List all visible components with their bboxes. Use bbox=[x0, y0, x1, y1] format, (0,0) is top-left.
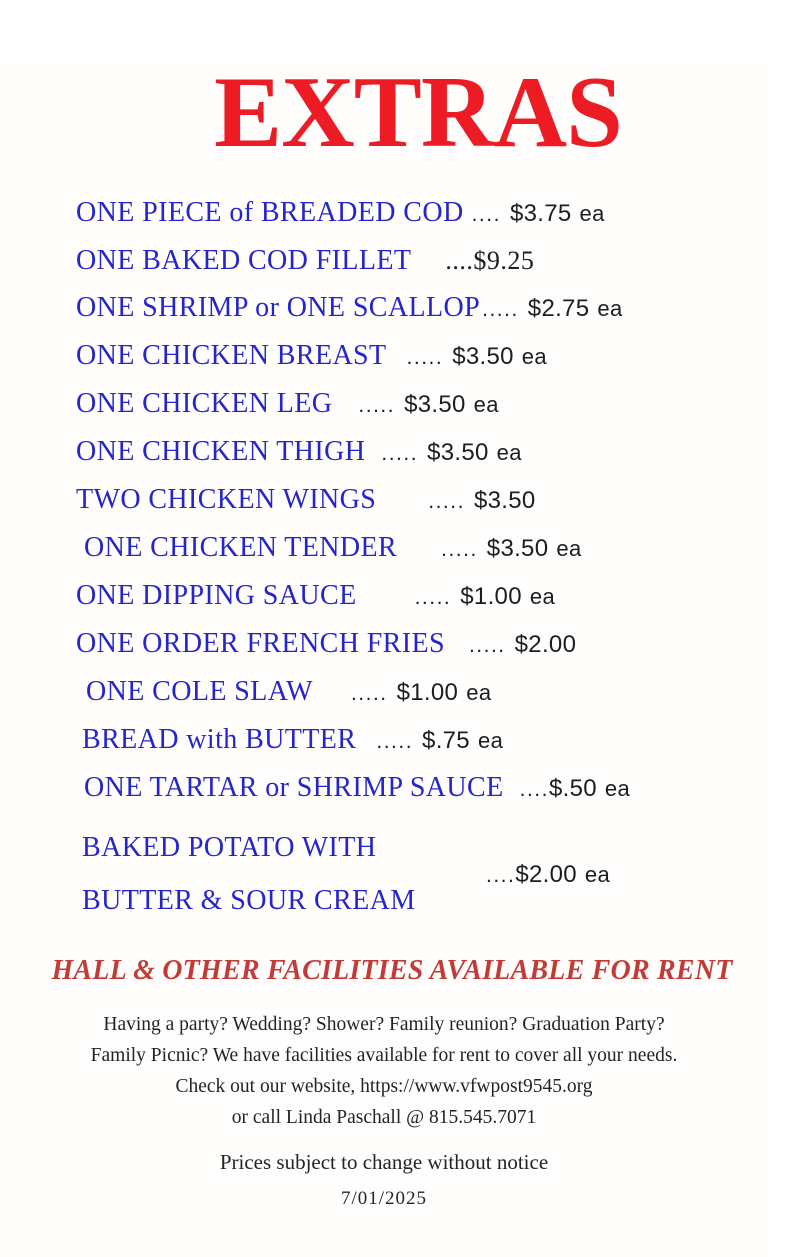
item-price: $9.25 bbox=[473, 246, 535, 275]
item-name: BREAD with BUTTER bbox=[82, 724, 357, 755]
menu-item bbox=[86, 677, 768, 709]
price-unit: ea bbox=[556, 536, 582, 561]
item-name-block bbox=[82, 821, 486, 927]
rent-info-line: Family Picnic? We have facilities available for rent to cover all your needs. bbox=[90, 1045, 678, 1066]
item-name: TWO CHICKEN WINGS bbox=[76, 484, 377, 515]
price-unit: ea bbox=[496, 440, 522, 465]
price-leader-dots: ..... bbox=[468, 634, 506, 657]
rent-info-line-phone: or call Linda Paschall @ 815.545.7071 bbox=[231, 1107, 537, 1128]
price-leader-dots: .... bbox=[445, 246, 474, 275]
menu-item bbox=[76, 198, 768, 230]
price-leader-dots: ..... bbox=[358, 394, 396, 417]
price-notice: Prices subject to change without notice bbox=[219, 1150, 549, 1174]
menu-item bbox=[76, 629, 768, 661]
price-leader-dots: ..... bbox=[350, 682, 388, 705]
price-leader-dots: ..... bbox=[376, 730, 414, 753]
price-unit: ea bbox=[584, 861, 611, 887]
menu-list bbox=[0, 198, 768, 927]
item-name: ONE TARTAR or SHRIMP SAUCE bbox=[84, 772, 504, 803]
item-name: ONE CHICKEN TENDER bbox=[84, 532, 398, 563]
price-unit: ea bbox=[473, 392, 499, 417]
menu-item bbox=[84, 533, 768, 565]
rent-banner: HALL & OTHER FACILITIES AVAILABLE FOR RENT bbox=[51, 955, 733, 986]
item-price: $3.50 bbox=[486, 535, 549, 562]
price-unit: ea bbox=[477, 728, 504, 753]
menu-item bbox=[76, 293, 768, 325]
item-name: BAKED POTATO WITH bbox=[82, 832, 377, 863]
item-name: ONE SHRIMP or ONE SCALLOP bbox=[76, 292, 481, 323]
item-name: ONE ORDER FRENCH FRIES bbox=[76, 628, 445, 659]
item-name: ONE CHICKEN LEG bbox=[76, 388, 333, 419]
price-leader-dots: ..... bbox=[381, 442, 419, 465]
item-name: ONE CHICKEN THIGH bbox=[76, 436, 366, 467]
price-unit: ea bbox=[529, 584, 556, 609]
price-leader-dots: ..... bbox=[441, 538, 478, 561]
item-price: $3.50 bbox=[473, 487, 536, 514]
item-price: $2.00 bbox=[514, 631, 577, 658]
menu-item bbox=[76, 389, 768, 421]
price-unit: ea bbox=[521, 344, 548, 369]
price-leader-dots: .... bbox=[519, 778, 549, 801]
effective-date: 7/01/2025 bbox=[340, 1188, 428, 1209]
price-unit: ea bbox=[466, 680, 492, 705]
item-name: ONE CHICKEN BREAST bbox=[76, 340, 387, 371]
price-group bbox=[486, 847, 610, 902]
item-name: BUTTER & SOUR CREAM bbox=[82, 885, 416, 916]
price-leader-dots: ..... bbox=[406, 346, 444, 369]
price-leader-dots: .... bbox=[486, 863, 516, 887]
rent-info-line: Having a party? Wedding? Shower? Family reunion? Graduation Party? bbox=[103, 1014, 665, 1035]
item-price: $.75 bbox=[422, 727, 470, 754]
menu-page bbox=[0, 56, 768, 1257]
menu-item bbox=[76, 437, 768, 469]
rent-info bbox=[0, 1009, 768, 1133]
price-leader-dots: ..... bbox=[414, 586, 452, 609]
menu-item bbox=[82, 821, 768, 927]
price-leader-dots: ..... bbox=[482, 298, 519, 321]
item-price: $1.00 bbox=[396, 679, 459, 706]
item-price: $2.00 bbox=[515, 860, 577, 888]
item-price: $3.50 bbox=[404, 391, 466, 418]
item-name: ONE COLE SLAW bbox=[86, 676, 313, 707]
item-name: ONE BAKED COD FILLET bbox=[76, 245, 412, 276]
item-price: $3.50 bbox=[452, 343, 514, 370]
item-price: $2.75 bbox=[527, 295, 590, 322]
item-price: $3.75 bbox=[509, 200, 572, 227]
rent-info-line-website: Check out our website, https://www.vfwpost9545.org bbox=[175, 1076, 593, 1097]
menu-item bbox=[82, 725, 768, 757]
item-price: $1.00 bbox=[460, 583, 522, 610]
item-price: $3.50 bbox=[427, 439, 489, 466]
price-leader-dots: .... bbox=[471, 203, 501, 226]
menu-item bbox=[76, 581, 768, 613]
item-name: ONE DIPPING SAUCE bbox=[76, 580, 357, 611]
menu-item bbox=[76, 485, 768, 517]
price-unit: ea bbox=[604, 776, 631, 801]
menu-item bbox=[76, 341, 768, 373]
page-title: EXTRAS bbox=[214, 56, 622, 169]
price-leader-dots: ..... bbox=[428, 490, 465, 513]
menu-item bbox=[84, 773, 768, 805]
price-unit: ea bbox=[579, 201, 605, 226]
menu-item bbox=[76, 246, 768, 277]
item-name: ONE PIECE of BREADED COD bbox=[76, 197, 464, 228]
item-price: $.50 bbox=[548, 775, 597, 802]
price-unit: ea bbox=[597, 296, 623, 321]
